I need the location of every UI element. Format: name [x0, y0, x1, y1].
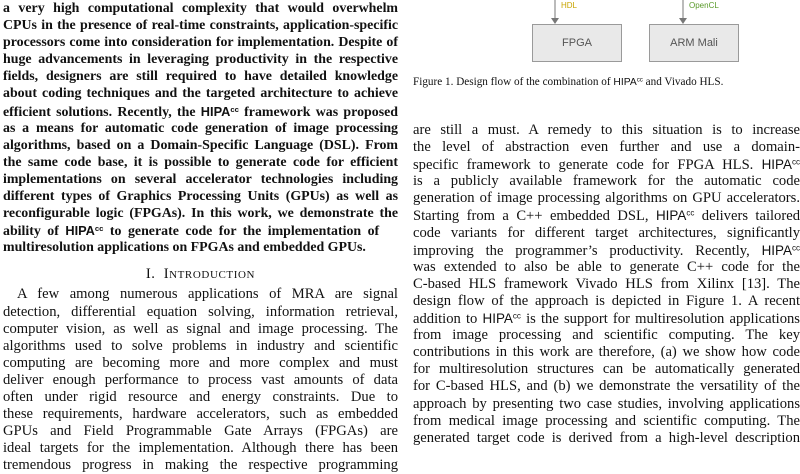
body-text: is the support for multiresolution applications	[526, 311, 800, 328]
body-line: is a publicly available framework for the automatic code	[413, 173, 800, 190]
body-line: from medical image processing and scientific computing. The	[413, 412, 800, 429]
cc-superscript: cc	[94, 224, 104, 233]
opencl-label: OpenCL	[689, 1, 719, 10]
abstract-line: about coding techniques and the targeted architecture to achieve	[3, 86, 398, 102]
body-line: was extended to also be able to generate C++ code for the	[413, 258, 800, 275]
body-text: Starting from a C++ embedded DSL,	[413, 208, 649, 225]
abstract-text: to generate code for the implementation of	[103, 224, 380, 240]
body-line: contributions in this work are therefore, (a) we show how code	[413, 344, 800, 361]
body-text: specific framework to generate code for FPGA HLS.	[413, 157, 754, 174]
body-line: the level of abstraction even further and use a domain-	[413, 139, 800, 156]
body-line	[413, 207, 800, 224]
abstract-text: efficient solutions. Recently, the	[3, 104, 201, 120]
body-line: computer vision, as well as signal and image processing. The	[3, 320, 398, 337]
hdl-label: HDL	[561, 1, 578, 10]
abstract-line: fields, designers are still required to have detailed knowledge	[3, 69, 398, 85]
body-line: these requirements, hardware accelerators, such as embedded	[3, 406, 398, 423]
hipacc-term	[483, 311, 521, 326]
abstract-text: ability of	[3, 224, 66, 240]
abstract-line: CPUs in the presence of real-time constraints, application-specific	[3, 18, 398, 34]
abstract-line: different types of Graphics Processing Units (GPUs) as well as	[3, 189, 398, 205]
hipacc-term	[762, 157, 800, 172]
abstract-line: processors come into consideration for implementation. Despite of	[3, 35, 398, 51]
body-line	[413, 156, 800, 173]
body-line: computing are becoming more and more complex and must	[3, 354, 398, 371]
hipacc-term	[65, 223, 103, 238]
heading-smallcaps: NTRODUCTION	[169, 269, 256, 282]
body-line: are still a must. A remedy to this situation is to increase	[413, 122, 800, 138]
body-line: code variants for different target architectures, significantly	[413, 224, 800, 241]
abstract-line: the same code base, it is possible to generate code for efficient	[3, 154, 398, 170]
body-text: addition to	[413, 311, 478, 328]
hipacc-term	[762, 243, 800, 258]
hipa-text: HIPA	[65, 223, 95, 239]
body-line: C-based HLS framework Vivado HLS from Xilinx [13]. The	[413, 275, 800, 292]
hipacc-term	[656, 208, 694, 223]
hipa-text: HIPA	[613, 77, 637, 88]
abstract-line: as a means for automatic code generation of image processing	[3, 120, 398, 136]
hipacc-term	[201, 104, 239, 119]
cc-superscript: cc	[791, 243, 800, 253]
section-number: I.	[145, 266, 156, 283]
abstract-line: a very high computational complexity that would overwhelm	[3, 1, 398, 16]
hipa-text: HIPA	[200, 103, 231, 119]
hipa-text: HIPA	[761, 157, 792, 173]
body-line: generated target code is derived from a high-level description	[413, 429, 800, 446]
body-line: algorithms used to solve problems in industry and scientific	[3, 337, 398, 354]
body-line: design flow of the approach is depicted in Figure 1. A recent	[413, 292, 800, 309]
fpga-box: FPGA	[532, 24, 622, 62]
intro-paragraph	[3, 286, 398, 474]
body-line	[413, 310, 800, 327]
body-line: tremendous progress in making the respective programming	[3, 457, 398, 474]
body-text: improving the programmer’s productivity. Recently,	[413, 242, 750, 259]
body-line: often under rigid resource and energy constraints. Due to	[3, 388, 398, 405]
right-column	[413, 122, 800, 447]
hipa-text: HIPA	[655, 208, 687, 224]
abstract-line	[3, 222, 398, 239]
abstract-line: multiresolution applications on FPGAs and embedded GPUs.	[3, 240, 366, 256]
arm-mali-box: ARM Mali	[649, 24, 739, 62]
cc-superscript: cc	[512, 311, 521, 321]
hipa-text: HIPA	[761, 242, 792, 258]
body-line: from image processing and scientific computing. The key	[413, 327, 800, 344]
abstract-line: implementations on several accelerator technologies including	[3, 171, 398, 187]
body-line: deliver enough performance to process vast amounts of data	[3, 371, 398, 388]
caption-text: Figure 1. Design flow of the combination of	[413, 76, 614, 88]
body-line: detection, differential equation solving, information retrieval,	[3, 303, 398, 320]
hipacc-term	[613, 77, 642, 88]
abstract-line	[3, 103, 398, 120]
heading-initial: I	[163, 266, 170, 283]
section-heading	[3, 264, 398, 284]
cc-superscript: cc	[686, 209, 695, 219]
body-text: delivers tailored	[701, 208, 800, 225]
body-line	[413, 242, 800, 259]
left-column	[3, 0, 398, 474]
body-line: ideal targets for the implementation. Although there has been	[3, 440, 398, 457]
abstract-text: framework was proposed	[238, 104, 398, 120]
caption-text: and Vivado HLS.	[642, 76, 724, 88]
body-line: for C-based HLS, and (b) we demonstrate the versatility of the	[413, 378, 800, 395]
body-line: A few among numerous applications of MRA are signal	[17, 286, 398, 303]
body-line: for multiresolution structures can be automatically generated	[413, 361, 800, 378]
design-flow-diagram	[457, 0, 787, 72]
hipa-text: HIPA	[482, 311, 513, 327]
body-line: approach by presenting two case studies, involving applications	[413, 395, 800, 412]
body-line: GPUs and Field Programmable Gate Arrays (FPGAs) are	[3, 423, 398, 440]
abstract	[3, 0, 398, 256]
abstract-line: huge advancements in leveraging productivity in the respective	[3, 52, 398, 68]
cc-superscript: cc	[636, 76, 643, 84]
figure-caption	[413, 75, 800, 90]
body-line: generation of image processing algorithms on GPU accelerators.	[413, 190, 800, 207]
cc-superscript: cc	[230, 104, 239, 114]
abstract-line: reconfigurable logic (FPGAs). In this work, we demonstrate the	[3, 206, 398, 222]
abstract-line: algorithms, based on a Domain-Specific Language (DSL). From	[3, 137, 398, 153]
cc-superscript: cc	[791, 157, 800, 167]
